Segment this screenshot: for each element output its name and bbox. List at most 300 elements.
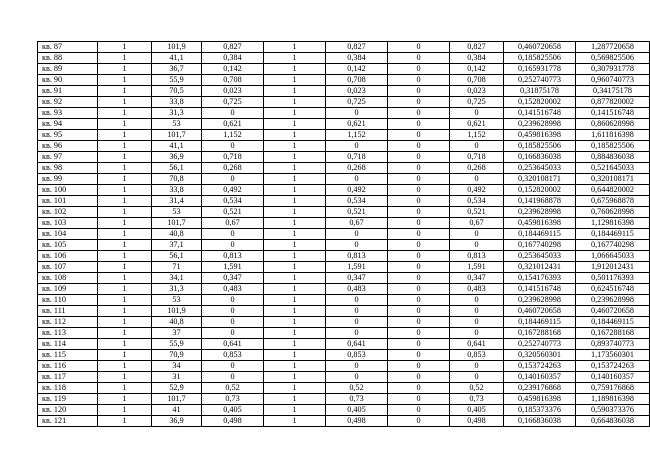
value-cell: 0,534 xyxy=(202,196,264,207)
apartment-cell: кв. 116 xyxy=(38,361,98,372)
value-cell: 0,67 xyxy=(450,218,504,229)
value-cell: 70,9 xyxy=(152,350,202,361)
value-cell: 0 xyxy=(202,141,264,152)
value-cell: 1 xyxy=(98,317,152,328)
value-cell: 37,1 xyxy=(152,240,202,251)
apartment-cell: кв. 102 xyxy=(38,207,98,218)
value-cell: 0,492 xyxy=(450,185,504,196)
value-cell: 1 xyxy=(98,64,152,75)
data-sheet xyxy=(37,41,650,427)
value-cell: 1 xyxy=(98,42,152,53)
apartment-cell: кв. 117 xyxy=(38,372,98,383)
value-cell: 0 xyxy=(450,141,504,152)
value-cell: 36,9 xyxy=(152,152,202,163)
value-cell: 53 xyxy=(152,207,202,218)
value-cell: 0,405 xyxy=(202,405,264,416)
value-cell: 1,591 xyxy=(450,262,504,273)
value-cell: 0 xyxy=(450,361,504,372)
value-cell: 0 xyxy=(388,306,450,317)
value-cell: 0,498 xyxy=(450,416,504,427)
value-cell: 0 xyxy=(326,361,388,372)
value-cell: 0,140160357 xyxy=(576,372,650,383)
value-cell: 1,287720658 xyxy=(576,42,650,53)
value-cell: 1 xyxy=(264,42,326,53)
value-cell: 0 xyxy=(388,317,450,328)
value-cell: 1 xyxy=(264,328,326,339)
value-cell: 1 xyxy=(98,163,152,174)
value-cell: 1 xyxy=(98,295,152,306)
value-cell: 1,173560301 xyxy=(576,350,650,361)
value-cell: 0,384 xyxy=(202,53,264,64)
value-cell: 0 xyxy=(388,75,450,86)
value-cell: 0 xyxy=(202,317,264,328)
table-row xyxy=(38,207,650,218)
value-cell: 31,4 xyxy=(152,196,202,207)
value-cell: 0,459816398 xyxy=(504,394,576,405)
value-cell: 1 xyxy=(98,152,152,163)
apartment-cell: кв. 94 xyxy=(38,119,98,130)
value-cell: 0,621 xyxy=(326,119,388,130)
table-row xyxy=(38,174,650,185)
apartment-cell: кв. 89 xyxy=(38,64,98,75)
value-cell: 0 xyxy=(388,42,450,53)
apartment-cell: кв. 92 xyxy=(38,97,98,108)
value-cell: 0,023 xyxy=(202,86,264,97)
value-cell: 1,152 xyxy=(450,130,504,141)
value-cell: 0,827 xyxy=(450,42,504,53)
value-cell: 1 xyxy=(264,251,326,262)
value-cell: 0 xyxy=(388,240,450,251)
table-row xyxy=(38,383,650,394)
value-cell: 0 xyxy=(388,251,450,262)
value-cell: 0 xyxy=(388,361,450,372)
apartment-cell: кв. 93 xyxy=(38,108,98,119)
value-cell: 0,813 xyxy=(326,251,388,262)
table-row xyxy=(38,361,650,372)
value-cell: 70,8 xyxy=(152,174,202,185)
value-cell: 0,521 xyxy=(450,207,504,218)
apartment-cell: кв. 109 xyxy=(38,284,98,295)
value-cell: 0,641 xyxy=(326,339,388,350)
value-cell: 0,460720658 xyxy=(504,306,576,317)
value-cell: 40,8 xyxy=(152,317,202,328)
apartment-cell: кв. 98 xyxy=(38,163,98,174)
value-cell: 1 xyxy=(264,141,326,152)
value-cell: 1 xyxy=(98,405,152,416)
value-cell: 1 xyxy=(264,97,326,108)
value-cell: 1,189816398 xyxy=(576,394,650,405)
table-row xyxy=(38,185,650,196)
value-cell: 1,611816398 xyxy=(576,130,650,141)
value-cell: 1 xyxy=(264,262,326,273)
value-cell: 0,52 xyxy=(450,383,504,394)
value-cell: 0 xyxy=(202,372,264,383)
table-row xyxy=(38,108,650,119)
value-cell: 0 xyxy=(388,163,450,174)
apartment-cell: кв. 90 xyxy=(38,75,98,86)
value-cell: 0,708 xyxy=(326,75,388,86)
value-cell: 0,307931778 xyxy=(576,64,650,75)
value-cell: 0,184469115 xyxy=(504,229,576,240)
value-cell: 101,7 xyxy=(152,394,202,405)
value-cell: 0 xyxy=(326,141,388,152)
value-cell: 31,3 xyxy=(152,108,202,119)
value-cell: 0,239628998 xyxy=(504,207,576,218)
value-cell: 0,185825506 xyxy=(576,141,650,152)
value-cell: 0,52 xyxy=(326,383,388,394)
value-cell: 0,239628998 xyxy=(504,119,576,130)
value-cell: 0 xyxy=(388,207,450,218)
apartment-cell: кв. 112 xyxy=(38,317,98,328)
value-cell: 1 xyxy=(98,108,152,119)
value-cell: 0 xyxy=(388,372,450,383)
value-cell: 0 xyxy=(450,328,504,339)
value-cell: 40,8 xyxy=(152,229,202,240)
table-row xyxy=(38,339,650,350)
value-cell: 0,483 xyxy=(450,284,504,295)
value-cell: 0,239628998 xyxy=(504,295,576,306)
apartment-cell: кв. 97 xyxy=(38,152,98,163)
apartment-cell: кв. 113 xyxy=(38,328,98,339)
value-cell: 0,498 xyxy=(202,416,264,427)
value-cell: 1 xyxy=(98,119,152,130)
value-cell: 37 xyxy=(152,328,202,339)
table-row xyxy=(38,306,650,317)
table-row xyxy=(38,196,650,207)
value-cell: 0,534 xyxy=(450,196,504,207)
value-cell: 0,73 xyxy=(450,394,504,405)
value-cell: 1 xyxy=(98,229,152,240)
value-cell: 1 xyxy=(98,361,152,372)
value-cell: 0,31875178 xyxy=(504,86,576,97)
value-cell: 0,675968878 xyxy=(576,196,650,207)
value-cell: 1 xyxy=(264,295,326,306)
value-cell: 0,166836038 xyxy=(504,416,576,427)
value-cell: 1 xyxy=(264,75,326,86)
value-cell: 0 xyxy=(388,152,450,163)
value-cell: 0 xyxy=(388,53,450,64)
value-cell: 0,252740773 xyxy=(504,339,576,350)
value-cell: 0,483 xyxy=(326,284,388,295)
table-row xyxy=(38,394,650,405)
value-cell: 0,268 xyxy=(202,163,264,174)
table-row xyxy=(38,53,650,64)
value-cell: 52,9 xyxy=(152,383,202,394)
value-cell: 0 xyxy=(450,372,504,383)
value-cell: 0,167740298 xyxy=(576,240,650,251)
table-row xyxy=(38,262,650,273)
value-cell: 1 xyxy=(98,75,152,86)
value-cell: 0 xyxy=(388,108,450,119)
apartment-cell: кв. 87 xyxy=(38,42,98,53)
table-row xyxy=(38,284,650,295)
value-cell: 0 xyxy=(388,141,450,152)
value-cell: 1 xyxy=(98,53,152,64)
value-cell: 0,141516748 xyxy=(504,284,576,295)
value-cell: 0,166836038 xyxy=(504,152,576,163)
value-cell: 0,384 xyxy=(450,53,504,64)
apartment-cell: кв. 100 xyxy=(38,185,98,196)
value-cell: 0,501176393 xyxy=(576,273,650,284)
apartment-cell: кв. 96 xyxy=(38,141,98,152)
value-cell: 0 xyxy=(388,97,450,108)
value-cell: 0 xyxy=(450,108,504,119)
value-cell: 0,534 xyxy=(326,196,388,207)
value-cell: 1 xyxy=(264,273,326,284)
value-cell: 0,184469115 xyxy=(576,229,650,240)
value-cell: 1 xyxy=(264,218,326,229)
value-cell: 0,34175178 xyxy=(576,86,650,97)
value-cell: 0 xyxy=(388,273,450,284)
value-cell: 1,152 xyxy=(326,130,388,141)
value-cell: 0,853 xyxy=(202,350,264,361)
value-cell: 0,621 xyxy=(450,119,504,130)
value-cell: 0,023 xyxy=(450,86,504,97)
value-cell: 1 xyxy=(98,306,152,317)
value-cell: 1 xyxy=(264,108,326,119)
value-cell: 0,460720658 xyxy=(504,42,576,53)
value-cell: 1 xyxy=(264,152,326,163)
value-cell: 1 xyxy=(264,383,326,394)
table-row xyxy=(38,97,650,108)
value-cell: 1,591 xyxy=(202,262,264,273)
value-cell: 0 xyxy=(326,174,388,185)
value-cell: 1 xyxy=(98,350,152,361)
apartment-cell: кв. 118 xyxy=(38,383,98,394)
value-cell: 0,405 xyxy=(450,405,504,416)
value-cell: 0 xyxy=(326,317,388,328)
value-cell: 0 xyxy=(388,196,450,207)
value-cell: 0,52 xyxy=(202,383,264,394)
table-row xyxy=(38,251,650,262)
value-cell: 0 xyxy=(202,240,264,251)
value-cell: 1 xyxy=(264,372,326,383)
value-cell: 1,591 xyxy=(326,262,388,273)
value-cell: 1 xyxy=(264,174,326,185)
value-cell: 0 xyxy=(388,262,450,273)
value-cell: 0,569825506 xyxy=(576,53,650,64)
value-cell: 0,664836038 xyxy=(576,416,650,427)
value-cell: 0,73 xyxy=(326,394,388,405)
value-cell: 0,718 xyxy=(326,152,388,163)
value-cell: 1,066645033 xyxy=(576,251,650,262)
table-row xyxy=(38,42,650,53)
value-cell: 0,641 xyxy=(450,339,504,350)
value-cell: 0,708 xyxy=(202,75,264,86)
apartment-cell: кв. 106 xyxy=(38,251,98,262)
value-cell: 0,142 xyxy=(202,64,264,75)
value-cell: 0 xyxy=(388,218,450,229)
value-cell: 70,5 xyxy=(152,86,202,97)
value-cell: 0,459816398 xyxy=(504,218,576,229)
value-cell: 0,624516748 xyxy=(576,284,650,295)
value-cell: 1 xyxy=(264,405,326,416)
value-cell: 0,759176868 xyxy=(576,383,650,394)
value-cell: 0 xyxy=(326,108,388,119)
table-row xyxy=(38,295,650,306)
value-cell: 0,827 xyxy=(202,42,264,53)
table-row xyxy=(38,141,650,152)
value-cell: 41 xyxy=(152,405,202,416)
value-cell: 0,960740773 xyxy=(576,75,650,86)
value-cell: 1 xyxy=(264,185,326,196)
value-cell: 1 xyxy=(98,218,152,229)
value-cell: 0,725 xyxy=(202,97,264,108)
value-cell: 56,1 xyxy=(152,251,202,262)
value-cell: 0 xyxy=(388,339,450,350)
value-cell: 1 xyxy=(98,394,152,405)
value-cell: 34 xyxy=(152,361,202,372)
value-cell: 0 xyxy=(450,306,504,317)
value-cell: 0,459816398 xyxy=(504,130,576,141)
value-cell: 1 xyxy=(98,273,152,284)
value-cell: 0 xyxy=(450,229,504,240)
value-cell: 55,9 xyxy=(152,75,202,86)
value-cell: 1 xyxy=(98,284,152,295)
table-row xyxy=(38,240,650,251)
value-cell: 34,1 xyxy=(152,273,202,284)
value-cell: 0,384 xyxy=(326,53,388,64)
value-cell: 1 xyxy=(264,361,326,372)
value-cell: 0 xyxy=(388,130,450,141)
value-cell: 0,167288168 xyxy=(504,328,576,339)
table-row xyxy=(38,130,650,141)
value-cell: 1 xyxy=(264,53,326,64)
value-cell: 0,725 xyxy=(326,97,388,108)
value-cell: 0,141968878 xyxy=(504,196,576,207)
value-cell: 0,521 xyxy=(202,207,264,218)
apartment-cell: кв. 115 xyxy=(38,350,98,361)
value-cell: 0 xyxy=(202,174,264,185)
value-cell: 1 xyxy=(98,207,152,218)
value-cell: 1 xyxy=(98,372,152,383)
value-cell: 36,7 xyxy=(152,64,202,75)
value-cell: 56,1 xyxy=(152,163,202,174)
apartment-cell: кв. 88 xyxy=(38,53,98,64)
table-row xyxy=(38,218,650,229)
value-cell: 0,140160357 xyxy=(504,372,576,383)
value-cell: 0,718 xyxy=(450,152,504,163)
value-cell: 1 xyxy=(98,328,152,339)
value-cell: 0,185825506 xyxy=(504,141,576,152)
value-cell: 1,912012431 xyxy=(576,262,650,273)
value-cell: 0,252740773 xyxy=(504,75,576,86)
value-cell: 0,253645033 xyxy=(504,163,576,174)
value-cell: 0 xyxy=(202,306,264,317)
value-cell: 1 xyxy=(264,306,326,317)
value-cell: 0 xyxy=(450,240,504,251)
value-cell: 1 xyxy=(264,196,326,207)
apartment-cell: кв. 105 xyxy=(38,240,98,251)
apartment-cell: кв. 101 xyxy=(38,196,98,207)
value-cell: 1 xyxy=(98,251,152,262)
value-cell: 0,492 xyxy=(326,185,388,196)
value-cell: 0 xyxy=(388,350,450,361)
value-cell: 0 xyxy=(388,86,450,97)
table-row xyxy=(38,328,650,339)
value-cell: 1 xyxy=(264,207,326,218)
value-cell: 53 xyxy=(152,295,202,306)
value-cell: 1 xyxy=(264,350,326,361)
value-cell: 0,492 xyxy=(202,185,264,196)
value-cell: 0,184469115 xyxy=(576,317,650,328)
value-cell: 41,1 xyxy=(152,53,202,64)
value-cell: 1 xyxy=(98,185,152,196)
value-cell: 41,1 xyxy=(152,141,202,152)
value-cell: 0,141516748 xyxy=(504,108,576,119)
value-cell: 1 xyxy=(98,97,152,108)
table-row xyxy=(38,163,650,174)
value-cell: 0,320108171 xyxy=(576,174,650,185)
value-cell: 0,167288168 xyxy=(576,328,650,339)
apartment-cell: кв. 121 xyxy=(38,416,98,427)
value-cell: 0 xyxy=(202,328,264,339)
apartment-cell: кв. 95 xyxy=(38,130,98,141)
value-cell: 0,153724263 xyxy=(504,361,576,372)
apartment-cell: кв. 103 xyxy=(38,218,98,229)
apartment-cell: кв. 91 xyxy=(38,86,98,97)
value-cell: 0,521645033 xyxy=(576,163,650,174)
value-cell: 0,253645033 xyxy=(504,251,576,262)
value-cell: 0,184469115 xyxy=(504,317,576,328)
table-row xyxy=(38,152,650,163)
value-cell: 0,268 xyxy=(326,163,388,174)
value-cell: 0,152820002 xyxy=(504,97,576,108)
value-cell: 33,8 xyxy=(152,185,202,196)
value-cell: 0 xyxy=(388,64,450,75)
value-cell: 1 xyxy=(264,317,326,328)
apartment-cell: кв. 111 xyxy=(38,306,98,317)
value-cell: 0 xyxy=(388,174,450,185)
value-cell: 0,67 xyxy=(202,218,264,229)
value-cell: 0,813 xyxy=(450,251,504,262)
value-cell: 0,142 xyxy=(450,64,504,75)
value-cell: 0 xyxy=(326,306,388,317)
value-cell: 0 xyxy=(388,185,450,196)
value-cell: 0,141516748 xyxy=(576,108,650,119)
value-cell: 1 xyxy=(264,229,326,240)
value-cell: 1 xyxy=(98,383,152,394)
value-cell: 1 xyxy=(98,339,152,350)
value-cell: 0,347 xyxy=(202,273,264,284)
value-cell: 1 xyxy=(264,284,326,295)
value-cell: 0,67 xyxy=(326,218,388,229)
value-cell: 0,023 xyxy=(326,86,388,97)
value-cell: 0 xyxy=(388,295,450,306)
value-cell: 0,813 xyxy=(202,251,264,262)
value-cell: 0,893740773 xyxy=(576,339,650,350)
table-row xyxy=(38,64,650,75)
value-cell: 0,590373376 xyxy=(576,405,650,416)
value-cell: 0,153724263 xyxy=(576,361,650,372)
value-cell: 0 xyxy=(388,383,450,394)
value-cell: 0 xyxy=(326,328,388,339)
value-cell: 55,9 xyxy=(152,339,202,350)
value-cell: 0,268 xyxy=(450,163,504,174)
value-cell: 0,521 xyxy=(326,207,388,218)
value-cell: 0,498 xyxy=(326,416,388,427)
table-row xyxy=(38,75,650,86)
value-cell: 0,165931778 xyxy=(504,64,576,75)
value-cell: 33,8 xyxy=(152,97,202,108)
value-cell: 0,185825506 xyxy=(504,53,576,64)
value-cell: 0,853 xyxy=(326,350,388,361)
value-cell: 0 xyxy=(326,372,388,383)
value-cell: 1 xyxy=(98,416,152,427)
value-cell: 31 xyxy=(152,372,202,383)
value-cell: 0 xyxy=(450,295,504,306)
value-cell: 0 xyxy=(388,416,450,427)
